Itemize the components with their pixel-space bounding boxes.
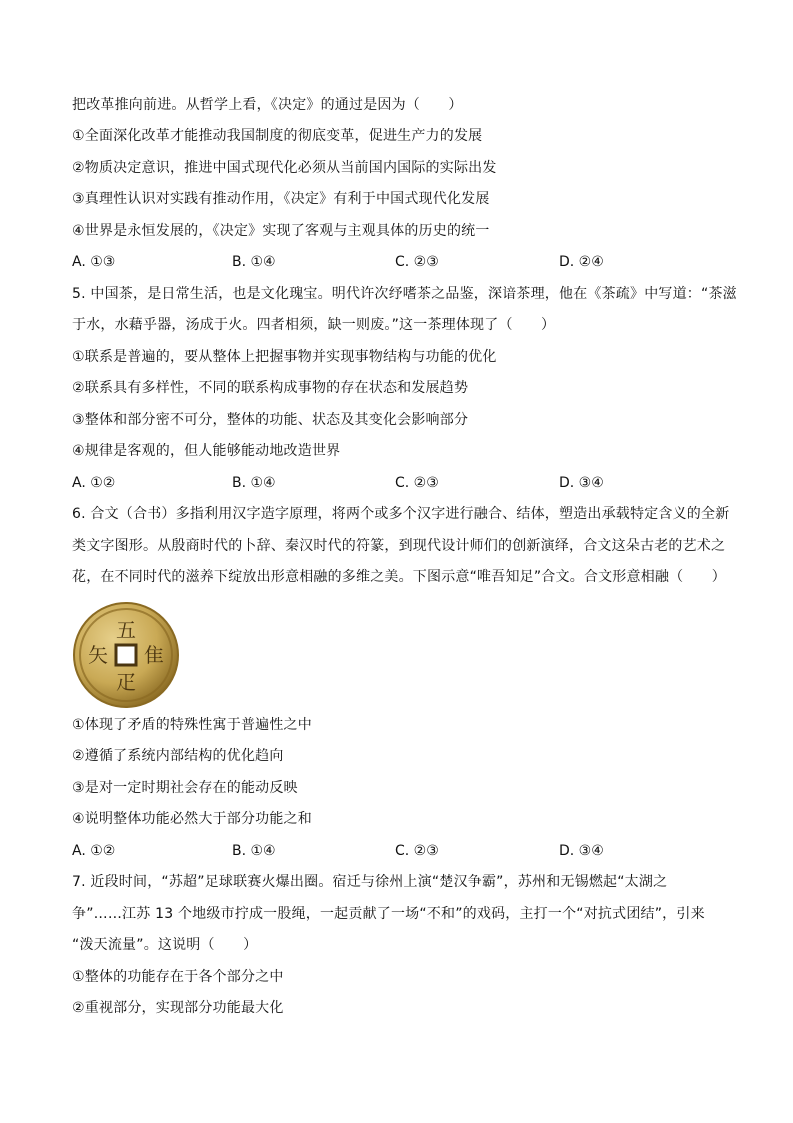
q6-stem-line-3: 花，在不同时代的滋养下绽放出形意相融的多维之美。下图示意“唯吾知足”合文。合文形意相融（ ） bbox=[72, 569, 726, 585]
coin-char-right: 隹 bbox=[144, 643, 164, 667]
q6-options bbox=[72, 841, 732, 861]
option-a[interactable]: A. ①③ bbox=[72, 254, 116, 270]
option-d[interactable]: D. ③④ bbox=[559, 475, 604, 491]
q6-statement-3: ③是对一定时期社会存在的能动反映 bbox=[72, 780, 298, 796]
coin-char-bottom: 疋 bbox=[116, 670, 136, 694]
q5-options bbox=[72, 473, 732, 493]
q6-statement-2: ②遵循了系统内部结构的优化趋向 bbox=[72, 748, 284, 764]
coin-char-left: 矢 bbox=[88, 643, 108, 667]
q4-options bbox=[72, 252, 732, 272]
coin-char-top: 五 bbox=[116, 618, 136, 642]
option-d[interactable]: D. ③④ bbox=[559, 843, 604, 859]
q4-stem-continued: 把改革推向前进。从哲学上看，《决定》的通过是因为（ ） bbox=[72, 97, 463, 113]
option-c[interactable]: C. ②③ bbox=[395, 254, 439, 270]
option-c[interactable]: C. ②③ bbox=[395, 843, 439, 859]
option-b[interactable]: B. ①④ bbox=[232, 843, 276, 859]
hewen-coin-image bbox=[72, 601, 180, 709]
option-b[interactable]: B. ①④ bbox=[232, 475, 276, 491]
q6-stem-line-1: 6. 合文（合书）多指利用汉字造字原理，将两个或多个汉字进行融合、结体，塑造出承载特定含义的全新 bbox=[72, 506, 730, 522]
q5-stem-line-2: 于水，水藉乎器，汤成于火。四者相须，缺一则废。”这一茶理体现了（ ） bbox=[72, 317, 556, 333]
q4-statement-1: ①全面深化改革才能推动我国制度的彻底变革，促进生产力的发展 bbox=[72, 128, 483, 144]
coin-square-hole bbox=[116, 645, 136, 665]
option-a[interactable]: A. ①② bbox=[72, 843, 116, 859]
q6-statement-4: ④说明整体功能必然大于部分功能之和 bbox=[72, 811, 312, 827]
q7-stem-line-2: 争”……江苏 13 个地级市拧成一股绳，一起贡献了一场“不和”的戏码，主打一个“对抗式团结”，引来 bbox=[72, 906, 705, 922]
q5-statement-1: ①联系是普遍的，要从整体上把握事物并实现事物结构与功能的优化 bbox=[72, 349, 497, 365]
q5-statement-2: ②联系具有多样性，不同的联系构成事物的存在状态和发展趋势 bbox=[72, 380, 469, 396]
q7-statement-1: ①整体的功能存在于各个部分之中 bbox=[72, 969, 284, 985]
q5-stem-line-1: 5. 中国茶，是日常生活，也是文化瑰宝。明代许次纾嗜茶之品鉴，深谙茶理，他在《茶疏》中写道：“茶滋 bbox=[72, 286, 737, 302]
q6-stem-line-2: 类文字图形。从殷商时代的卜辞、秦汉时代的符篆，到现代设计师们的创新演绎，合文这朵古老的艺术之 bbox=[72, 538, 726, 554]
option-d[interactable]: D. ②④ bbox=[559, 254, 604, 270]
q5-statement-3: ③整体和部分密不可分，整体的功能、状态及其变化会影响部分 bbox=[72, 412, 469, 428]
q4-statement-3: ③真理性认识对实践有推动作用，《决定》有利于中国式现代化发展 bbox=[72, 191, 490, 207]
q5-statement-4: ④规律是客观的，但人能够能动地改造世界 bbox=[72, 443, 341, 459]
option-b[interactable]: B. ①④ bbox=[232, 254, 276, 270]
q6-statement-1: ①体现了矛盾的特殊性寓于普遍性之中 bbox=[72, 717, 312, 733]
q7-stem-line-1: 7. 近段时间，“苏超”足球联赛火爆出圈。宿迁与徐州上演“楚汉争霸”，苏州和无锡燃起“太湖之 bbox=[72, 874, 668, 890]
q7-stem-line-3: “泼天流量”。这说明（ ） bbox=[72, 937, 258, 953]
q4-statement-4: ④世界是永恒发展的，《决定》实现了客观与主观具体的历史的统一 bbox=[72, 223, 490, 239]
q7-statement-2: ②重视部分，实现部分功能最大化 bbox=[72, 1000, 284, 1016]
option-a[interactable]: A. ①② bbox=[72, 475, 116, 491]
option-c[interactable]: C. ②③ bbox=[395, 475, 439, 491]
q4-statement-2: ②物质决定意识，推进中国式现代化必须从当前国内国际的实际出发 bbox=[72, 160, 497, 176]
